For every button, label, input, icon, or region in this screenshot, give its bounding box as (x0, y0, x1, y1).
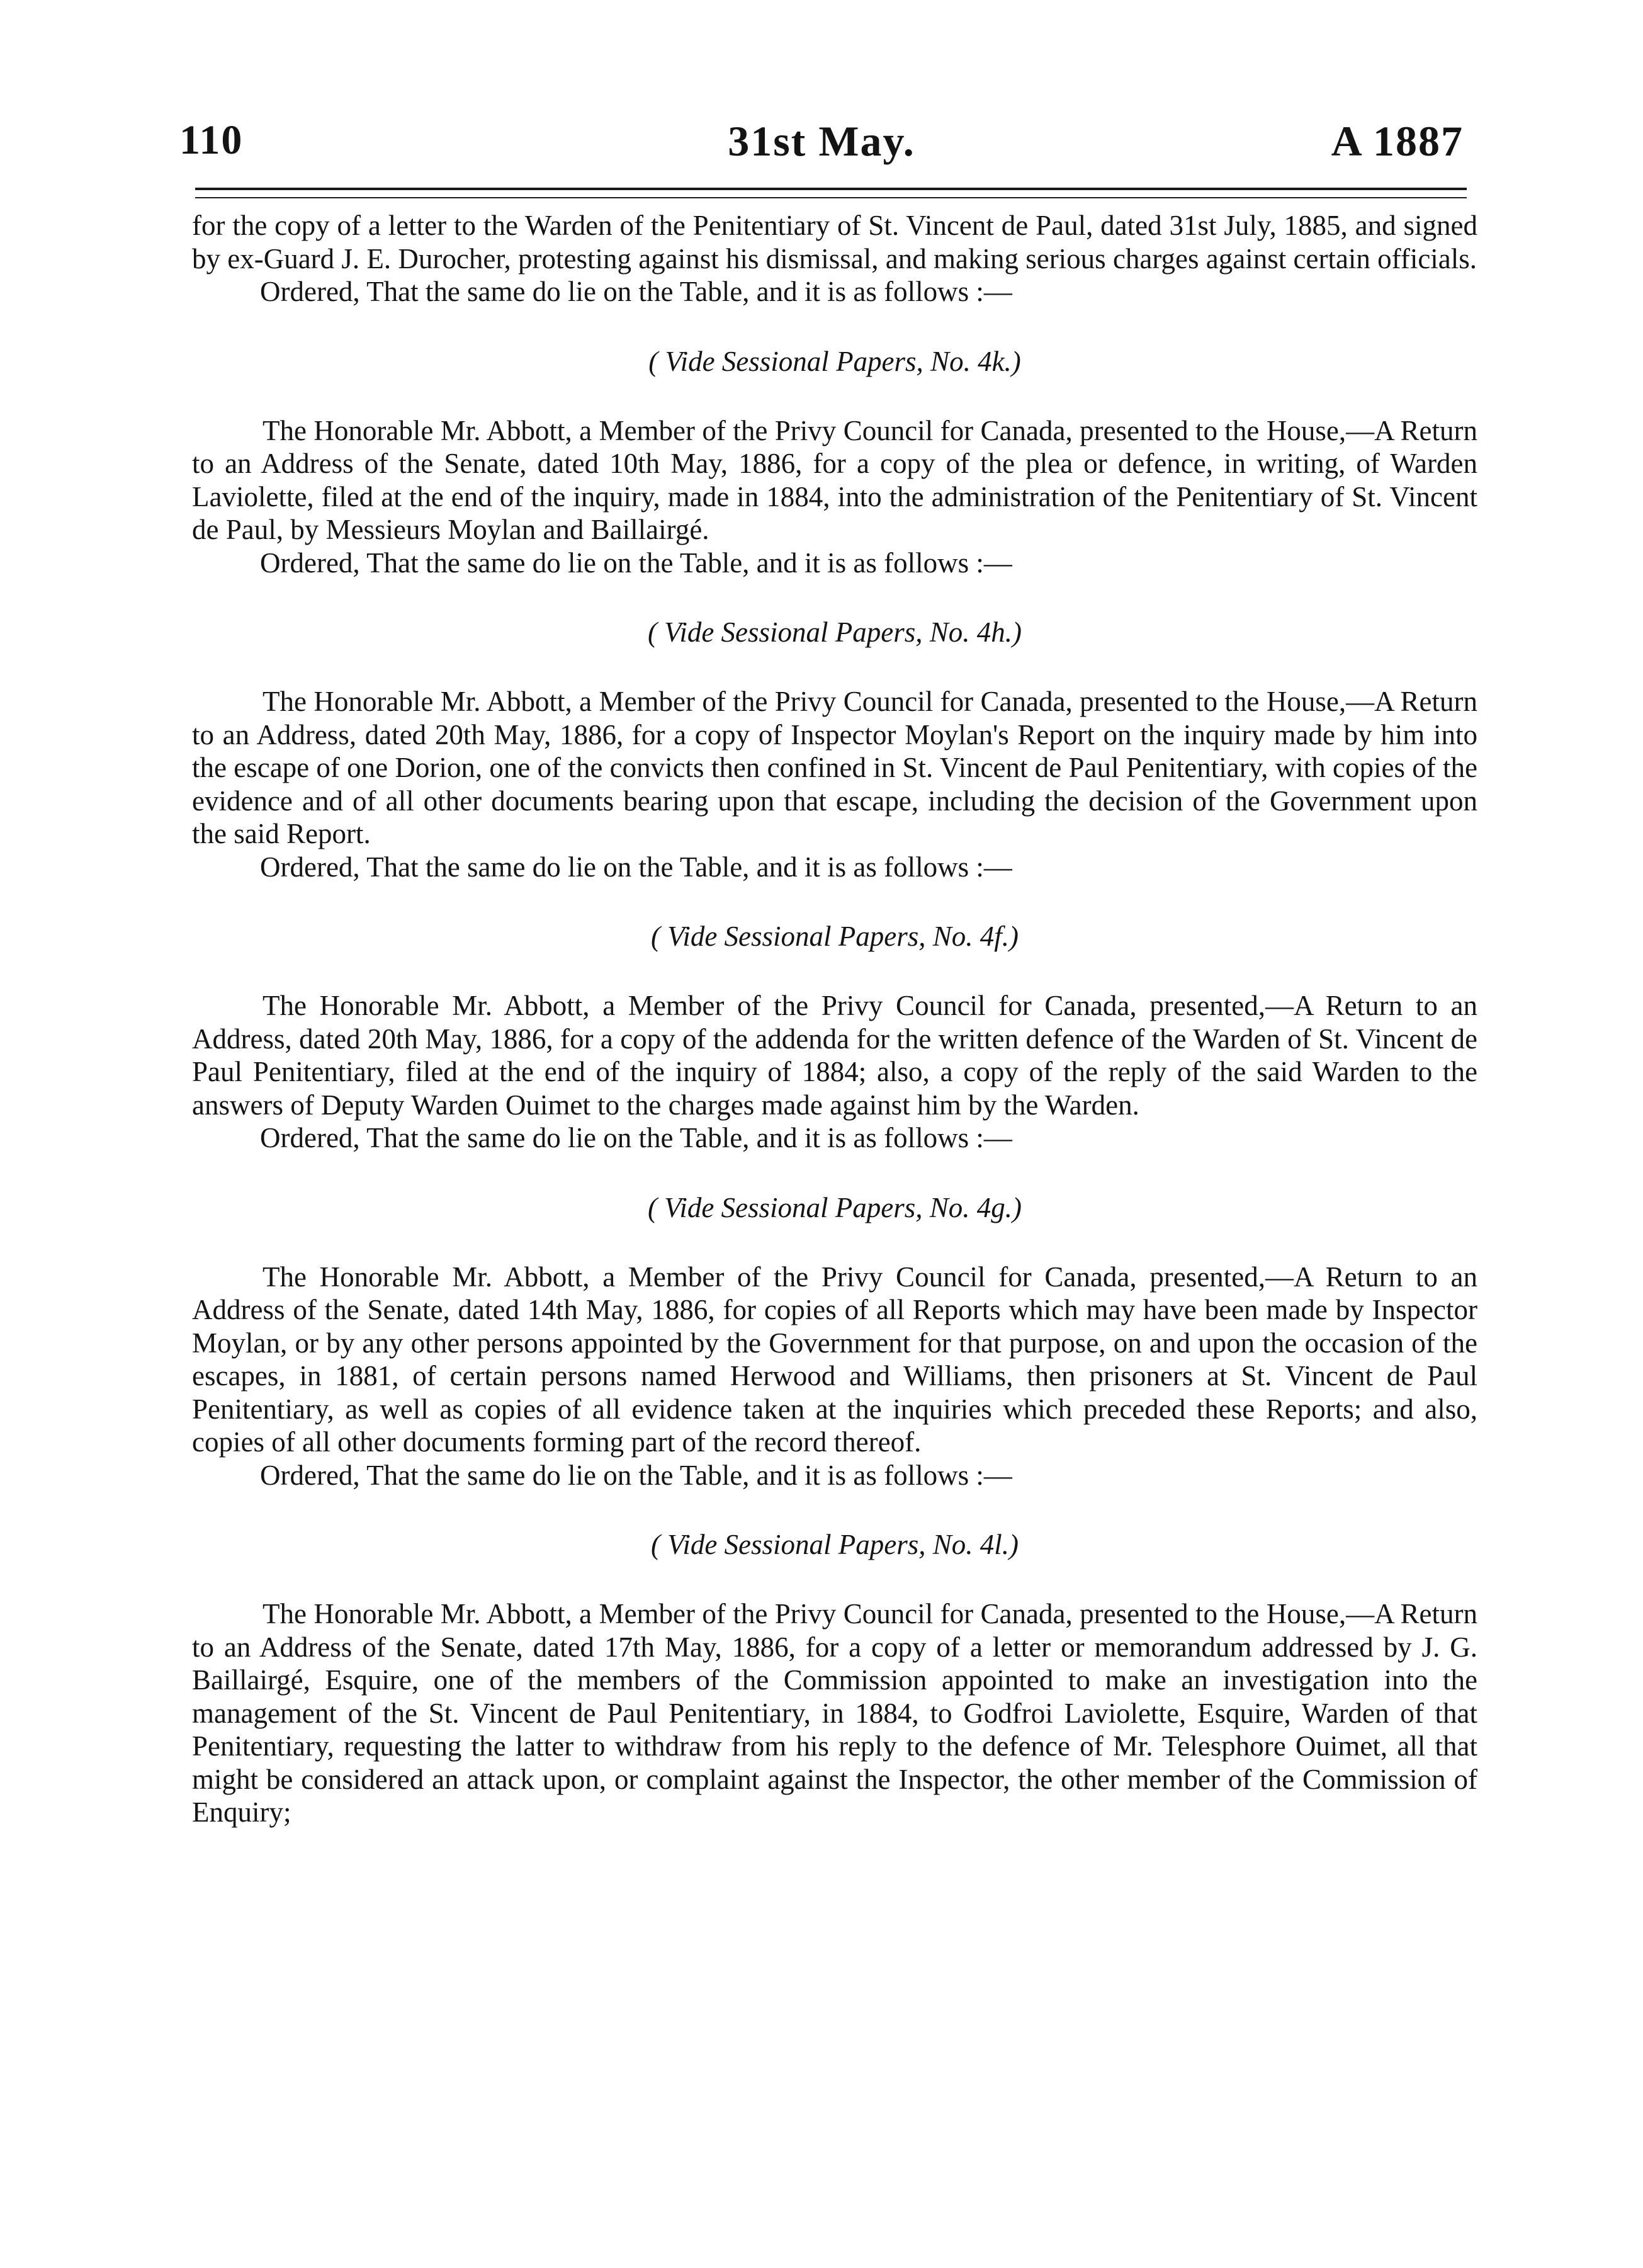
ordered-line: Ordered, That the same do lie on the Table, and it is as follows :— (260, 1459, 1012, 1491)
ordered-line: Ordered, That the same do lie on the Table, and it is as follows :— (260, 276, 1012, 307)
entry-5 (192, 1261, 1477, 1598)
entry-text: The Honorable Mr. Abbott, a Member of the Privy Council for Canada, presented,—A Return to an Address, dated 20th May, 1886, for a copy of the addenda for the written defence of the Warden of St. Vincent de Paul Penitentiary, filed at the end of the inquiry of 1884; also, a copy of the reply of the said Warden to the answers of Deputy Warden Ouimet to the charges made against him by the Warden. (192, 990, 1477, 1121)
header-rule-thin (195, 197, 1467, 198)
header-rule-thick (195, 188, 1467, 190)
entry-2 (192, 414, 1477, 686)
vide-reference: ( Vide Sessional Papers, No. 4g.) (647, 1191, 1022, 1223)
page-number: 110 (179, 117, 244, 163)
ordered-line: Ordered, That the same do lie on the Table, and it is as follows :— (260, 1122, 1012, 1154)
entry-text: The Honorable Mr. Abbott, a Member of the Privy Council for Canada, presented to the House,—A Return to an Address of the Senate, dated 17th May, 1886, for a copy of a letter or memorandum addressed by J. G. Baillairgé, Esquire, one of the members of the Commission appointed to make an investigation into the management of the St. Vincent de Paul Penitentiary, in 1884, to Godfroi Laviolette, Esquire, Warden of that Penitentiary, requesting the latter to withdraw from his reply to the defence of Mr. Telesphore Ouimet, all that might be considered an attack upon, or complaint against the Inspector, the other member of the Commission of Enquiry; (192, 1598, 1477, 1828)
vide-reference: ( Vide Sessional Papers, No. 4l.) (650, 1529, 1019, 1560)
entry-text: The Honorable Mr. Abbott, a Member of the Privy Council for Canada, presented,—A Return to an Address of the Senate, dated 14th May, 1886, for copies of all Reports which may have been made by Inspector Moylan, or by any other persons appointed by the Government for that purpose, on and upon the occasion of the escapes, in 1881, of certain persons named Herwood and Williams, then prisoners at St. Vincent de Paul Penitentiary, as well as copies of all evidence taken at the inquiries which preceded these Reports; and also, copies of all other documents forming part of the record thereof. (192, 1261, 1477, 1458)
entry-text: for the copy of a letter to the Warden of the Penitentiary of St. Vincent de Paul, dated 31st July, 1885, and signed by ex-Guard J. E. Durocher, protesting against his dismissal, and making serious charges against certain officials. (192, 210, 1477, 275)
entry-text: The Honorable Mr. Abbott, a Member of the Privy Council for Canada, presented to the House,—A Return to an Address, dated 20th May, 1886, for a copy of Inspector Moylan's Report on the inquiry made by him into the escape of one Dorion, one of the convicts then confined in St. Vincent de Paul Penitentiary, with copies of the evidence and of all other documents bearing upon that escape, including the decision of the Government upon the said Report. (192, 686, 1477, 849)
vide-reference: ( Vide Sessional Papers, No. 4k.) (648, 345, 1021, 377)
entry-3 (192, 685, 1477, 989)
entry-6 (192, 1597, 1477, 1829)
page-date-heading: 31st May. (728, 117, 915, 165)
page-header (179, 116, 1464, 173)
page-year: A 1887 (1331, 117, 1464, 165)
ordered-line: Ordered, That the same do lie on the Table, and it is as follows :— (260, 547, 1012, 579)
entry-text: The Honorable Mr. Abbott, a Member of the Privy Council for Canada, presented to the House,—A Return to an Address of the Senate, dated 10th May, 1886, for a copy of the plea or defence, in writing, of Warden Laviolette, filed at the end of the inquiry, made in 1884, into the administration of the Penitentiary of St. Vincent de Paul, by Messieurs Moylan and Baillairgé. (192, 414, 1477, 545)
entry-1 (192, 209, 1477, 414)
ordered-line: Ordered, That the same do lie on the Table, and it is as follows :— (260, 851, 1012, 883)
journal-body (192, 209, 1477, 1829)
entry-4 (192, 989, 1477, 1261)
vide-reference: ( Vide Sessional Papers, No. 4h.) (647, 616, 1022, 648)
vide-reference: ( Vide Sessional Papers, No. 4f.) (650, 921, 1019, 952)
